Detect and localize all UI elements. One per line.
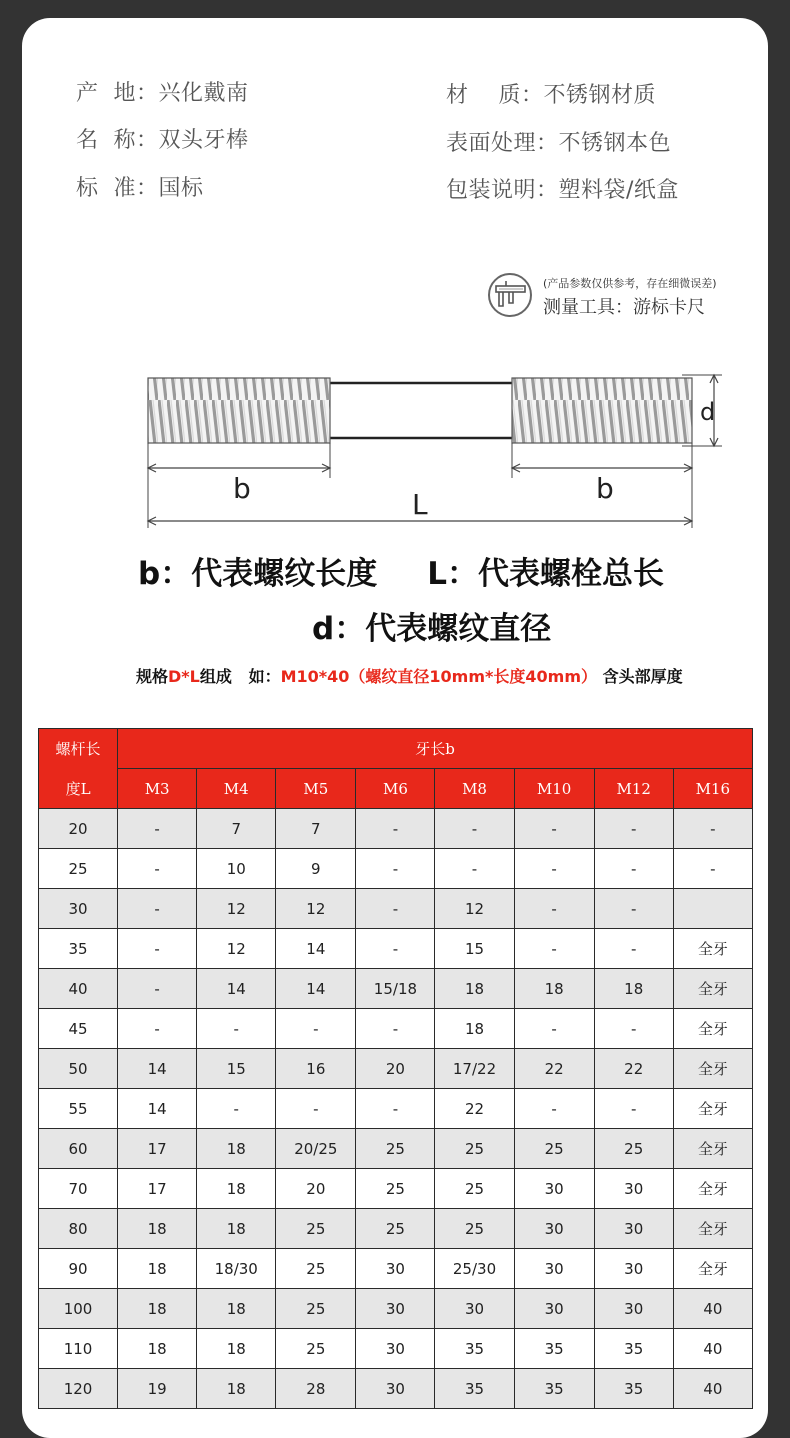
spec-note-example: M10*40（螺纹直径10mm*长度40mm） xyxy=(280,667,597,686)
cell-m3: 18 xyxy=(118,1289,197,1329)
cell-m5: - xyxy=(276,1009,356,1049)
row-length: 45 xyxy=(39,1009,118,1049)
L-label: L xyxy=(412,488,428,521)
row-length: 25 xyxy=(39,849,118,889)
header-size-m5: M5 xyxy=(276,769,356,809)
row-length: 80 xyxy=(39,1209,118,1249)
table-row xyxy=(39,849,753,889)
cell-m6: 25 xyxy=(356,1209,435,1249)
product-card xyxy=(22,18,768,1438)
row-length: 50 xyxy=(39,1049,118,1089)
cell-m3: 17 xyxy=(118,1129,197,1169)
cell-m8: 22 xyxy=(435,1089,514,1129)
cell-m8: 25 xyxy=(435,1129,514,1169)
spec-note-prefix: 规格 xyxy=(136,667,169,686)
cell-m5: 12 xyxy=(276,889,356,929)
header-size-m8: M8 xyxy=(435,769,514,809)
cell-m16: 全牙 xyxy=(673,1249,752,1289)
spec-name-label: 名 称： xyxy=(76,128,159,153)
header-size-m12: M12 xyxy=(594,769,673,809)
spec-name-value: 双头牙棒 xyxy=(158,128,249,153)
spec-format-note xyxy=(136,664,683,687)
thread-length-table xyxy=(38,728,753,1409)
cell-m4: 18 xyxy=(197,1329,276,1369)
cell-m16: 全牙 xyxy=(673,969,752,1009)
header-size-m16: M16 xyxy=(673,769,752,809)
cell-m10: 30 xyxy=(514,1249,594,1289)
spec-origin-label: 产 地： xyxy=(76,81,159,106)
cell-m4: - xyxy=(197,1009,276,1049)
row-length: 110 xyxy=(39,1329,118,1369)
cell-m3: - xyxy=(118,1009,197,1049)
cell-m16: 全牙 xyxy=(673,1009,752,1049)
cell-m4: 18 xyxy=(197,1289,276,1329)
cell-m6: - xyxy=(356,1089,435,1129)
cell-m3: 17 xyxy=(118,1169,197,1209)
spec-material xyxy=(446,78,656,109)
cell-m16 xyxy=(673,889,752,929)
cell-m4: 10 xyxy=(197,849,276,889)
cell-m10: 35 xyxy=(514,1329,594,1369)
cell-m12: 30 xyxy=(594,1289,673,1329)
cell-m8: 25/30 xyxy=(435,1249,514,1289)
cell-m8: 12 xyxy=(435,889,514,929)
cell-m16: 全牙 xyxy=(673,1089,752,1129)
cell-m3: 18 xyxy=(118,1329,197,1369)
row-length: 70 xyxy=(39,1169,118,1209)
cell-m3: 18 xyxy=(118,1249,197,1289)
cell-m12: 30 xyxy=(594,1209,673,1249)
spec-note-suffix: 含头部厚度 xyxy=(597,667,683,686)
spec-surface-value: 不锈钢本色 xyxy=(558,131,672,156)
cell-m10: - xyxy=(514,809,594,849)
spec-standard-label: 标 准： xyxy=(76,176,159,201)
cell-m5: - xyxy=(276,1089,356,1129)
row-length: 60 xyxy=(39,1129,118,1169)
cell-m3: 19 xyxy=(118,1369,197,1409)
cell-m10: 30 xyxy=(514,1169,594,1209)
cell-m8: 35 xyxy=(435,1329,514,1369)
measure-disclaimer: (产品参数仅供参考，存在细微误差) xyxy=(543,277,717,290)
cell-m12: - xyxy=(594,1089,673,1129)
header-length-bottom: 度L xyxy=(39,769,118,809)
spec-note-dl: D*L xyxy=(168,667,200,686)
cell-m10: - xyxy=(514,1009,594,1049)
cell-m12: - xyxy=(594,889,673,929)
cell-m12: 35 xyxy=(594,1329,673,1369)
cell-m3: - xyxy=(118,889,197,929)
header-thread-length: 牙长b xyxy=(118,729,753,769)
legend-d: d：代表螺纹直径 xyxy=(312,611,552,647)
cell-m4: 14 xyxy=(197,969,276,1009)
cell-m8: 15 xyxy=(435,929,514,969)
cell-m8: 18 xyxy=(435,969,514,1009)
cell-m5: 25 xyxy=(276,1249,356,1289)
cell-m16: 全牙 xyxy=(673,1049,752,1089)
cell-m10: - xyxy=(514,929,594,969)
cell-m3: 14 xyxy=(118,1049,197,1089)
cell-m4: 18/30 xyxy=(197,1249,276,1289)
cell-m10: 25 xyxy=(514,1129,594,1169)
cell-m3: - xyxy=(118,809,197,849)
cell-m4: 18 xyxy=(197,1209,276,1249)
cell-m6: 20 xyxy=(356,1049,435,1089)
left-thread xyxy=(148,378,330,443)
cell-m8: - xyxy=(435,809,514,849)
cell-m12: 18 xyxy=(594,969,673,1009)
spec-packaging xyxy=(446,173,679,204)
cell-m8: 17/22 xyxy=(435,1049,514,1089)
right-thread xyxy=(512,378,692,443)
cell-m12: 35 xyxy=(594,1369,673,1409)
cell-m4: 12 xyxy=(197,929,276,969)
cell-m10: 18 xyxy=(514,969,594,1009)
spec-origin xyxy=(76,76,249,107)
cell-m3: 14 xyxy=(118,1089,197,1129)
cell-m6: 25 xyxy=(356,1129,435,1169)
header-size-m3: M3 xyxy=(118,769,197,809)
cell-m16: 全牙 xyxy=(673,929,752,969)
stud-bolt-diagram xyxy=(122,338,742,548)
spec-standard xyxy=(76,171,204,202)
table-row xyxy=(39,1289,753,1329)
cell-m5: 7 xyxy=(276,809,356,849)
cell-m10: - xyxy=(514,889,594,929)
table-row xyxy=(39,1129,753,1169)
table-row xyxy=(39,1329,753,1369)
row-length: 55 xyxy=(39,1089,118,1129)
spec-name xyxy=(76,123,249,154)
cell-m12: 22 xyxy=(594,1049,673,1089)
cell-m16: 全牙 xyxy=(673,1169,752,1209)
cell-m6: 30 xyxy=(356,1249,435,1289)
cell-m3: - xyxy=(118,969,197,1009)
legend-L: L：代表螺栓总长 xyxy=(427,556,664,592)
table-row xyxy=(39,1169,753,1209)
spec-note-mid: 组成 如： xyxy=(199,667,281,686)
table-row xyxy=(39,1209,753,1249)
cell-m6: 25 xyxy=(356,1169,435,1209)
legend-b: b：代表螺纹长度 xyxy=(138,556,378,592)
cell-m5: 14 xyxy=(276,969,356,1009)
cell-m10: - xyxy=(514,1089,594,1129)
cell-m12: 25 xyxy=(594,1129,673,1169)
row-length: 100 xyxy=(39,1289,118,1329)
cell-m5: 25 xyxy=(276,1289,356,1329)
header-length-top: 螺杆长 xyxy=(39,729,118,769)
cell-m10: 30 xyxy=(514,1209,594,1249)
cell-m5: 9 xyxy=(276,849,356,889)
cell-m16: - xyxy=(673,809,752,849)
row-length: 35 xyxy=(39,929,118,969)
cell-m3: 18 xyxy=(118,1209,197,1249)
cell-m5: 25 xyxy=(276,1329,356,1369)
cell-m5: 20 xyxy=(276,1169,356,1209)
cell-m4: 7 xyxy=(197,809,276,849)
cell-m8: 18 xyxy=(435,1009,514,1049)
cell-m12: - xyxy=(594,809,673,849)
table-row xyxy=(39,889,753,929)
row-length: 40 xyxy=(39,969,118,1009)
cell-m4: 18 xyxy=(197,1369,276,1409)
spec-standard-value: 国标 xyxy=(158,176,204,201)
cell-m5: 16 xyxy=(276,1049,356,1089)
cell-m10: 35 xyxy=(514,1369,594,1409)
cell-m6: 30 xyxy=(356,1329,435,1369)
cell-m12: - xyxy=(594,1009,673,1049)
legend-line-2 xyxy=(312,603,551,648)
spec-material-value: 不锈钢材质 xyxy=(543,83,656,108)
caliper-icon xyxy=(487,272,533,318)
cell-m8: 30 xyxy=(435,1289,514,1329)
spec-packaging-label: 包装说明： xyxy=(446,178,559,203)
spec-packaging-value: 塑料袋/纸盒 xyxy=(558,178,679,203)
cell-m12: 30 xyxy=(594,1169,673,1209)
cell-m3: - xyxy=(118,849,197,889)
table-row xyxy=(39,929,753,969)
cell-m4: 12 xyxy=(197,889,276,929)
row-length: 20 xyxy=(39,809,118,849)
row-length: 120 xyxy=(39,1369,118,1409)
measure-tool: 测量工具：游标卡尺 xyxy=(543,297,705,318)
b-left-label: b xyxy=(233,472,251,505)
cell-m8: - xyxy=(435,849,514,889)
table-row xyxy=(39,969,753,1009)
cell-m4: 15 xyxy=(197,1049,276,1089)
cell-m6: - xyxy=(356,809,435,849)
header-size-m4: M4 xyxy=(197,769,276,809)
cell-m12: - xyxy=(594,849,673,889)
cell-m6: 15/18 xyxy=(356,969,435,1009)
cell-m8: 25 xyxy=(435,1209,514,1249)
spec-origin-value: 兴化戴南 xyxy=(158,81,249,106)
cell-m10: 30 xyxy=(514,1289,594,1329)
cell-m5: 20/25 xyxy=(276,1129,356,1169)
cell-m10: - xyxy=(514,849,594,889)
legend-line-1 xyxy=(138,548,664,593)
cell-m4: - xyxy=(197,1089,276,1129)
cell-m16: 全牙 xyxy=(673,1209,752,1249)
d-label: d xyxy=(700,398,716,426)
table-row xyxy=(39,809,753,849)
cell-m4: 18 xyxy=(197,1169,276,1209)
row-length: 30 xyxy=(39,889,118,929)
cell-m8: 25 xyxy=(435,1169,514,1209)
cell-m16: 全牙 xyxy=(673,1129,752,1169)
spec-surface xyxy=(446,126,671,157)
cell-m6: - xyxy=(356,929,435,969)
cell-m10: 22 xyxy=(514,1049,594,1089)
table-row xyxy=(39,1369,753,1409)
header-size-m6: M6 xyxy=(356,769,435,809)
cell-m6: - xyxy=(356,1009,435,1049)
cell-m6: 30 xyxy=(356,1369,435,1409)
cell-m5: 14 xyxy=(276,929,356,969)
cell-m16: 40 xyxy=(673,1289,752,1329)
cell-m6: 30 xyxy=(356,1289,435,1329)
cell-m16: - xyxy=(673,849,752,889)
cell-m16: 40 xyxy=(673,1369,752,1409)
cell-m4: 18 xyxy=(197,1129,276,1169)
cell-m12: 30 xyxy=(594,1249,673,1289)
cell-m12: - xyxy=(594,929,673,969)
cell-m6: - xyxy=(356,849,435,889)
cell-m6: - xyxy=(356,889,435,929)
cell-m5: 28 xyxy=(276,1369,356,1409)
cell-m8: 35 xyxy=(435,1369,514,1409)
table-row xyxy=(39,1009,753,1049)
cell-m16: 40 xyxy=(673,1329,752,1369)
table-row xyxy=(39,1089,753,1129)
cell-m5: 25 xyxy=(276,1209,356,1249)
b-right-label: b xyxy=(596,472,614,505)
table-row xyxy=(39,1049,753,1089)
spec-surface-label: 表面处理： xyxy=(446,131,559,156)
cell-m3: - xyxy=(118,929,197,969)
spec-material-label: 材 质： xyxy=(446,83,544,108)
header-size-m10: M10 xyxy=(514,769,594,809)
table-row xyxy=(39,1249,753,1289)
row-length: 90 xyxy=(39,1249,118,1289)
